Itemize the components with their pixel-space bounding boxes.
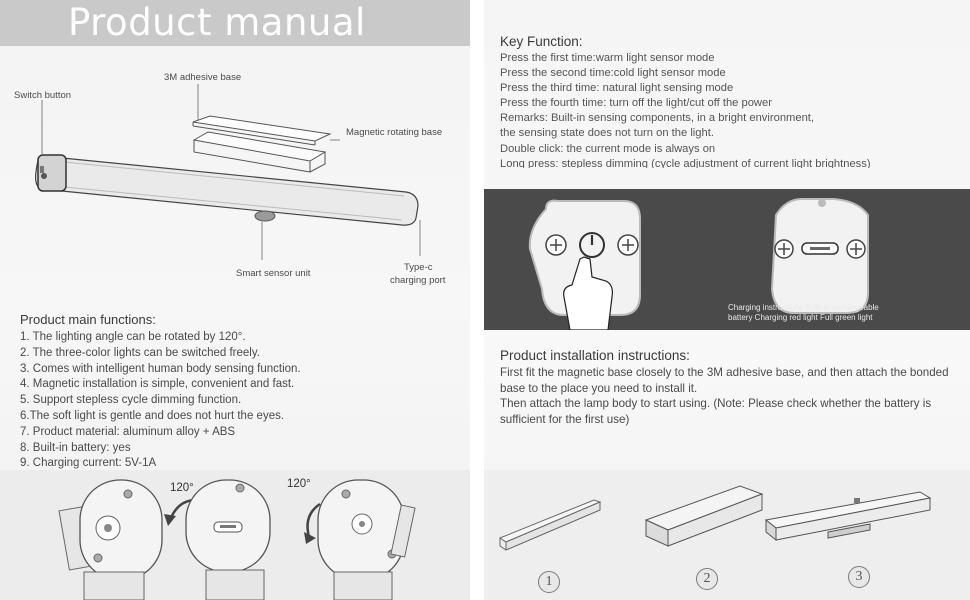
- key-function-section: [500, 34, 960, 168]
- step-number-3: 3: [848, 566, 870, 588]
- installation-paragraph-1: First fit the magnetic base closely to the 3M adhesive base, and then attach the bonded base to the place you need to install it.: [500, 366, 949, 395]
- page-gutter: [470, 0, 484, 600]
- lamp-body: [36, 156, 418, 225]
- key-function-line: Remarks: Built-in sensing components, in a bright environment,: [500, 112, 815, 125]
- key-function-line: Long press: stepless dimming (cycle adjustment of current light brightness): [500, 157, 871, 168]
- step-2-magnetic-base: [646, 486, 762, 546]
- key-function-line: Double click: the current mode is always on: [500, 142, 716, 155]
- function-item: 7. Product material: aluminum alloy + ABS: [20, 425, 236, 438]
- key-function-line: Press the first time:warm light sensor mode: [500, 52, 715, 64]
- charging-line-1: Charging instructions Built-in rechargeable: [728, 303, 879, 312]
- sensor-unit-label: Smart sensor unit: [236, 268, 311, 279]
- lamp-end-tilted-right: [318, 480, 415, 600]
- magnetic-base-label: Magnetic rotating base: [346, 127, 443, 138]
- step-1-adhesive-base: [500, 500, 600, 550]
- endcap-illustration: [484, 189, 970, 330]
- switch-button-icon: [41, 173, 47, 179]
- rotation-angle-right: 120°: [287, 478, 311, 490]
- power-button-endcap: [530, 201, 640, 330]
- typec-label-line1: Type-c: [404, 262, 433, 273]
- lamp-end-tilted-left: [59, 480, 162, 600]
- function-item: 2. The three-color lights can be switched freely.: [20, 346, 260, 359]
- charging-port-endcap: [772, 199, 868, 313]
- step-3-lamp-attached: [766, 492, 930, 540]
- sensor-icon: [255, 211, 275, 221]
- installation-heading: Product installation instructions:: [500, 348, 690, 363]
- function-item: 4. Magnetic installation is simple, convenient and fast.: [20, 378, 295, 391]
- left-manual-page: [0, 0, 470, 600]
- rotation-angle-left: 120°: [170, 482, 194, 494]
- charging-instructions: [728, 303, 879, 323]
- page-title: Product manual: [68, 1, 366, 44]
- key-function-line: Press the fourth time: turn off the light/cut off the power: [500, 97, 772, 110]
- function-item: 1. The lighting angle can be rotated by 120°.: [20, 331, 246, 343]
- adhesive-base-label: 3M adhesive base: [164, 72, 242, 83]
- title-band: [0, 0, 470, 46]
- function-item: 3. Comes with intelligent human body sensing function.: [20, 362, 301, 375]
- buttons-illustration-band: [484, 189, 970, 330]
- key-function-line: the sensing state does not turn on the light.: [500, 127, 714, 140]
- installation-steps-illustration: [484, 470, 970, 600]
- function-item: 5. Support stepless cycle dimming function.: [20, 394, 242, 407]
- switch-button-label: Switch button: [14, 90, 72, 101]
- main-functions-section: [20, 312, 460, 472]
- function-item: 9. Charging current: 5V-1A: [20, 457, 157, 470]
- rotation-diagram: [0, 470, 470, 600]
- typec-label-line2: charging port: [390, 275, 446, 286]
- installation-section: [500, 348, 960, 427]
- function-item: 8. Built-in battery: yes: [20, 441, 131, 454]
- key-function-heading: Key Function:: [500, 34, 583, 49]
- rotation-illustration: [0, 470, 470, 600]
- function-item: 6.The soft light is gentle and does not hurt the eyes.: [20, 409, 285, 422]
- step-number-1: 1: [538, 571, 560, 593]
- installation-paragraph-2: Then attach the lamp body to start using. (Note: Please check whether the battery is sufficient for the first use): [500, 397, 932, 426]
- functions-list: [20, 330, 460, 472]
- key-function-line: Press the third time: natural light sensing mode: [500, 82, 734, 95]
- functions-heading: Product main functions:: [20, 312, 156, 327]
- charging-line-2: battery Charging red light Full green light: [728, 313, 873, 322]
- step-number-2: 2: [696, 568, 718, 590]
- lamp-end-center: [186, 480, 270, 600]
- key-function-line: Press the second time:cold light sensor mode: [500, 67, 726, 80]
